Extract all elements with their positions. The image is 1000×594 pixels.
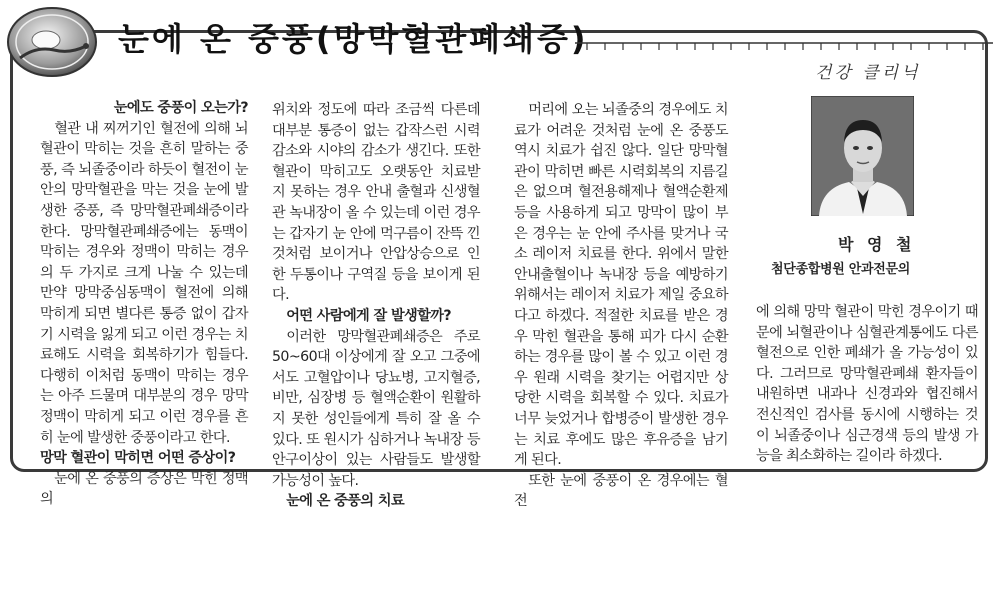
title-rule-divider [575, 36, 993, 52]
paragraph: 위치와 정도에 따라 조금씩 다른데 대부분 통증이 없는 갑작스런 시력감소와 시야의 감소가 생긴다. 또한 혈관이 막히고도 오랫동안 치료받지 못하는 경우 안내 출혈과 신생혈관 녹내장이 올 수 있는데 이런 경우는 갑자기 눈 안에 먹구름이 잔뜩 낀 것처럼 보이거나 안압상승으로 인한 두통이나 구역질 등을 보이게 된다. [272, 102, 480, 304]
article-column-3 [514, 100, 728, 512]
doctor-photo [811, 96, 914, 216]
paragraph: 이러한 망막혈관폐쇄증은 주로 50~60대 이상에게 잘 오고 그중에서도 고혈압이나 당뇨병, 고지혈증, 비만, 심장병 등 혈액순환이 원활하지 못한 성인들에게 특히 잘 올 수 있다. 또 원시가 심하거나 녹내장 등 안구이상이 있는 사람들도 발생할 가능성이 높다. [272, 328, 480, 489]
section-heading: 어떤 사람에게 잘 발생할까? [286, 307, 451, 324]
section-heading: 눈에 온 중풍의 치료 [286, 493, 405, 510]
paragraph: 머리에 오는 뇌졸중의 경우에도 치료가 어려운 것처럼 눈에 온 중풍도 역시 치료가 쉽진 않다. 일단 망막혈관이 막히면 빠른 시력회복의 지름길은 없으며 혈전용해제나 혈액순환제 등을 사용하게 되고 망막이 많이 부은 경우는 눈 안에 주사를 맞거나 국소 레이저 치료를 한다. 위에서 말한 안내출혈이나 녹내장 등을 예방하기 위해서는 레이저 치료가 제일 중요하다고 하겠다. 적절한 치료를 받은 경우 막힌 혈관을 통해 피가 다시 순환하는 경우를 많이 볼 수 있고 이런 경우 원래 시력을 찾기는 어렵지만 상당한 시력을 회복할 수 있다. 치료가 너무 늦었거나 합병증이 발생한 경우는 치료 후에도 많은 후유증을 남기게 된다. [514, 102, 728, 469]
section-heading: 망막 혈관이 막히면 어떤 증상이? [40, 450, 236, 467]
doctor-name: 박 영 철 [838, 235, 916, 254]
paragraph: 혈관 내 찌꺼기인 혈전에 의해 뇌혈관이 막히는 것을 흔히 말하는 중풍, 즉 뇌졸중이라 하듯이 혈전이 눈 안의 망막혈관을 막는 것을 눈에 발생한 중풍, 즉 망막혈관폐쇄증이라 한다. 망막혈관폐쇄증에는 동맥이 막히는 경우와 정맥이 막히는 경우의 두 가지로 크게 나눌 수 있는데 만약 망막중심동맥이 혈전에 의해 막히게 되면 별다른 통증 없이 갑자기 시력을 잃게 되고 이런 경우는 치료해도 시력을 회복하기가 힘들다. 다행히 이처럼 동맥이 막히는 경우는 아주 드물며 대부분의 경우 망막정맥이 막히게 되고 이런 경우를 흔히 눈에 발생한 중풍이라고 한다. [40, 120, 248, 446]
article-column-1 [40, 98, 248, 510]
paragraph: 에 의해 망막 혈관이 막힌 경우이기 때문에 뇌혈관이나 심혈관계통에도 다른 혈전으로 인한 폐쇄가 올 가능성이 있다. 그러므로 망막혈관폐쇄 환자들이 내원하면 내과나 신경과와 협진해서 전신적인 검사를 동시에 시행하는 것이 뇌졸중이나 심근경색 등의 발생 가능을 최소화하는 길이라 하겠다. [756, 304, 978, 465]
section-heading: 눈에도 중풍이 오는가? [113, 100, 248, 116]
page-title: 눈에 온 중풍(망막혈관폐쇄증) [118, 20, 589, 58]
article-column-4 [756, 302, 978, 467]
paragraph: 또한 눈에 중풍이 온 경우에는 혈전 [514, 472, 728, 510]
paragraph: 눈에 온 중풍의 증상은 막힌 정맥의 [40, 470, 248, 508]
stethoscope-logo-icon [6, 6, 98, 78]
column-title: 건강 클리닉 [815, 63, 921, 83]
article-column-2 [272, 100, 480, 512]
doctor-title: 첨단종합병원 안과전문의 [771, 262, 911, 277]
